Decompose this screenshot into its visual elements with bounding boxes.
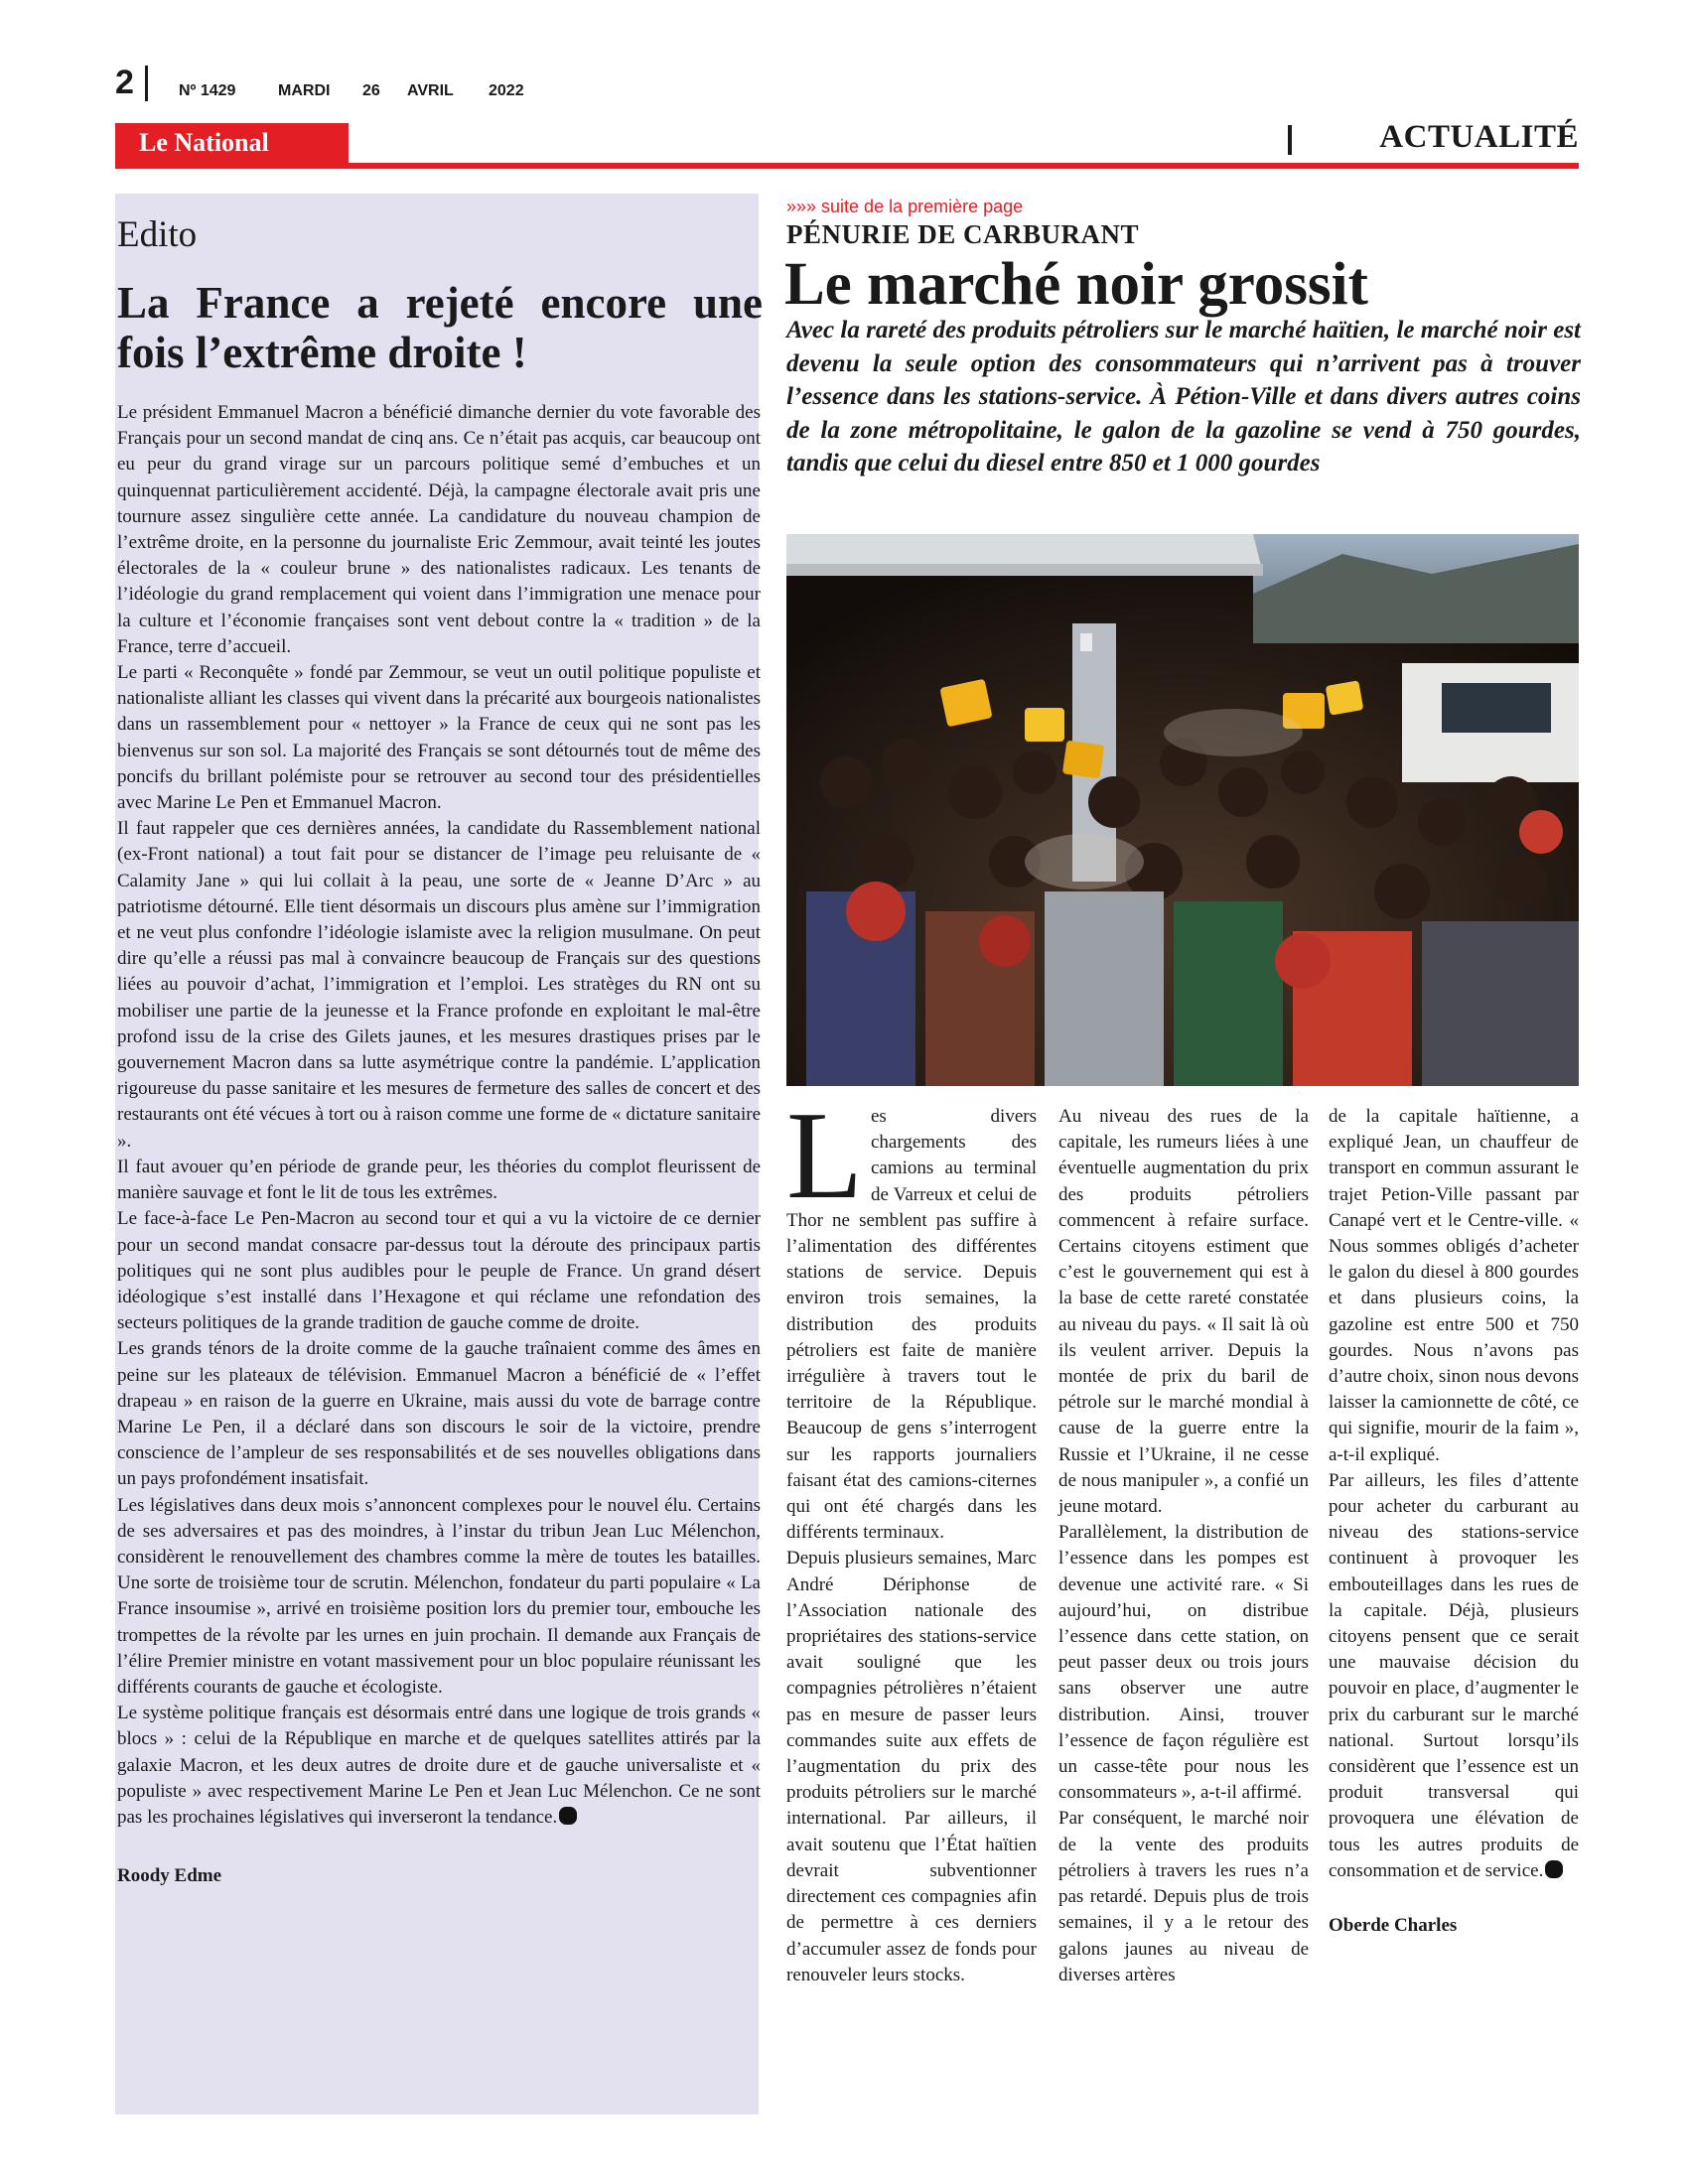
- edito-paragraph: Les législatives dans deux mois s’annoncent complexes pour le nouvel élu. Certains de ses adversaires et pas des moindres, à l’instar du tribun Jean Luc Mélenchon, considèrent le renouvellement des chambres comme la mère de toutes les batailles. Une sorte de troisième tour de scrutin. Mélenchon, fondateur du parti populaire « La France insoumise », arrivé en troisième position lors du premier tour, embouche les trompettes de la révolte par les urnes en juin prochain. Il demande aux Français de l’élire Premier ministre en votant massivement pour un bloc populaire réunissant les différents courants de gauche et écologiste.: [117, 1494, 761, 1698]
- edito-kicker: Edito: [117, 214, 198, 255]
- article-kicker: PÉNURIE DE CARBURANT: [786, 219, 1140, 249]
- article-author: Oberde Charles: [1329, 1915, 1458, 1937]
- article-paragraph: Par conséquent, le marché noir de la vente des produits pétroliers à travers les rues n’a pas retardé. Depuis plus de trois semaines, il y a le retour des galons jaunes au niveau de diverses artères: [1058, 1808, 1309, 1985]
- crowd-photo-illustration: [786, 534, 1579, 1086]
- edito-author: Roody Edme: [117, 1865, 222, 1887]
- page-number-divider: [145, 66, 148, 101]
- article-column-3: [1329, 1104, 1579, 1938]
- page-number: 2: [115, 64, 134, 101]
- section-title: ACTUALITÉ: [1379, 119, 1579, 155]
- edito-paragraph: Le président Emmanuel Macron a bénéficié dimanche dernier du vote favorable des Français pour un second mandat de cinq ans. Ce n’était pas acquis, car beaucoup ont eu peur du grand virage sur un parcours politique semé d’embuches et un quinquennat particulièrement accidenté. Déjà, la campagne électorale avait pris une tournure assez singulière cette année. La candidature du nouveau champion de l’extrême droite, en la personne du journaliste Eric Zemmour, avait teinté les joutes électorales de la « couleur brune » des nationalistes radicaux. Les tenants de l’idéologie du grand remplacement qui voient dans l’immigration une menace pour la culture et l’économie françaises sont vent debout contre la « tradition » de la France, terre d’accueil.: [117, 402, 761, 657]
- article-paragraph: Parallèlement, la distribution de l’essence dans les pompes est devenue une activité rare. « Si aujourd’hui, on distribue l’essence dans cette station, on peut passer deux ou trois jours sans observer une autre distribution. Ainsi, trouver l’essence de façon régulière est un casse-tête pour nous les consommateurs », a-t-il affirmé.: [1058, 1522, 1309, 1804]
- article-paragraph: [786, 1087, 1037, 1546]
- article-photo: [786, 534, 1579, 1086]
- edito-title: La France a rejeté encore une fois l’extrême droite !: [117, 278, 763, 377]
- drop-cap: L: [786, 1087, 863, 1225]
- issue-date-day: 26: [362, 82, 380, 99]
- issue-day: MARDI: [278, 82, 331, 99]
- edito-paragraph: Il faut rappeler que ces dernières années, la candidate du Rassemblement national (ex-Front national) a tout fait pour se distancer de l’image peu reluisante de « Calamity Jane » qui lui collait à la peau, une sorte de « Jeanne D’Arc » au patriotisme détourné. Elle tient désormais un discours plus amène sur l’immigration et ne veut plus confondre l’idéologie islamiste avec la religion musulmane. On peut dire qu’elle a réussi pas mal à convaincre beaucoup de Français sur des questions liées au pouvoir d’achat, l’immigration et l’emploi. Les stratèges du RN ont su mobiliser une partie de la jeunesse et la France profonde en exploitant le mal-être profond issu de la crise des Gilets jaunes, et les mesures drastiques prises par le gouvernement Macron dans sa lutte asymétrique contre la pandémie. L’application rigoureuse du passe sanitaire et les mesures de fermeture des salles de concert et des restaurants ont été vécues à tort ou à raison comme une forme de « dictature sanitaire ».: [117, 818, 761, 1152]
- article-paragraph: Au niveau des rues de la capitale, les rumeurs liées à une éventuelle augmentation du prix des produits pétroliers commencent à refaire surface. Certains citoyens estiment que c’est le gouvernement qui est à la base de cette rareté constatée au niveau du pays. « Il sait là où ils veulent arriver. Depuis la montée de prix du baril de pétrole sur le marché mondial à cause de la guerre entre la Russie et l’Ukraine, il ne cesse de nous manipuler », a confié un jeune motard.: [1058, 1106, 1309, 1518]
- article-paragraph: [1329, 1468, 1579, 1884]
- article-paragraph: Depuis plusieurs semaines, Marc André Dériphonse de l’Association nationale des propriétaires des stations-service avait souligné que les compagnies pétrolières n’étaient pas en mesure de passer leurs commandes suite aux effets de l’augmentation du prix des produits pétroliers sur le marché international. Par ailleurs, il avait soutenu que l’État haïtien devrait subventionner directement ces compagnies afin de permettre à ces derniers d’accumuler assez de fonds pour renouveler leurs stocks.: [786, 1548, 1037, 1985]
- end-of-article-icon: [1545, 1860, 1563, 1878]
- article-paragraph-text: es divers chargements des camions au terminal de Varreux et celui de Thor ne semblent pas suffire à l’alimentation des différentes stations de service. Depuis environ trois semaines, la distribution des produits pétroliers est faite de manière irrégulière à travers tout le territoire de la République. Beaucoup de gens s’interrogent sur les rapports journaliers faisant état des camions-citernes qui ont été chargés dans les différents terminaux.: [786, 1106, 1037, 1544]
- edito-paragraph: [117, 1701, 761, 1831]
- section-divider: [1288, 125, 1292, 155]
- article-column-2: [1058, 1104, 1309, 1988]
- article-paragraph: de la capitale haïtienne, a expliqué Jean, un chauffeur de transport en commun assurant le trajet Petion-Ville passant par Canapé vert et le Centre-ville. « Nous sommes obligés d’acheter le galon du diesel à 800 gourdes et dans plusieurs coins, la gazoline est entre 500 et 750 gourdes. Nous n’avons pas d’autre choix, sinon nous devons laisser la camionnette de côté, ce qui signifie, mourir de la faim », a-t-il expliqué.: [1329, 1106, 1579, 1465]
- edito-paragraph: Les grands ténors de la droite comme de la gauche traînaient comme des âmes en peine sur les plateaux de télévision. Emmanuel Macron a bénéficié de « l’effet drapeau » en raison de la guerre en Ukraine, mais aussi du vote de barrage contre Marine Le Pen, il a déclaré dans son discours le soir de la victoire, prendre conscience de l’ampleur de ses responsabilités et de ses nouvelles obligations dans un pays profondément insatisfait.: [117, 1338, 761, 1490]
- edito-paragraph-text: Le système politique français est désormais entré dans une logique de trois grands « blocs » : celui de la République en marche et de quelques satellites attirés par la galaxie Macron, et les deux autres de droite dure et de gauche universaliste et « populiste » avec respectivement Marine Le Pen et Jean Luc Mélenchon. Ce ne sont pas les prochaines législatives qui inverseront la tendance.: [117, 1703, 761, 1828]
- edito-body: [117, 400, 761, 1888]
- article-standfirst: Avec la rareté des produits pétroliers sur le marché haïtien, le marché noir est devenu la seule option des consommateurs qui n’arrivent pas à trouver l’essence dans les stations-service. À Pétion-Ville et dans divers autres coins de la zone métropolitaine, le galon de la gazoline se vend à 750 gourdes, tandis que celui du diesel entre 850 et 1 000 gourdes: [786, 317, 1581, 478]
- end-of-article-icon: [559, 1807, 577, 1825]
- edito-paragraph: Le parti « Reconquête » fondé par Zemmour, se veut un outil politique populiste et nationaliste alliant les classes qui vivent dans la précarité aux bourgeois nationalistes dans un rassemblement pour « nettoyer » la France de ceux qui ne sont pas les bienvenus sur son sol. La majorité des Français se sont détournés tout de même des poncifs du brillant polémiste pour se retrouver au second tour des présidentielles avec Marine Le Pen et Emmanuel Macron.: [117, 662, 761, 814]
- issue-year: 2022: [489, 82, 524, 99]
- brand-logo: Le National: [139, 128, 269, 157]
- article-paragraph-text: Par ailleurs, les files d’attente pour acheter du carburant au niveau des stations-service continuent à provoquer les embouteillages dans les rues de la capitale. Déjà, plusieurs citoyens pensent que ce serait une mauvaise décision du pouvoir en place, d’augmenter le prix du carburant sur le marché national. Surtout lorsqu’ils considèrent que l’essence est un produit transversal qui provoquera une élévation de tous les autres produits de consommation et de service.: [1329, 1469, 1579, 1881]
- article-headline: Le marché noir grossit: [784, 251, 1368, 318]
- article-column-1: [786, 1087, 1037, 1988]
- edito-paragraph: Il faut avouer qu’en période de grande peur, les théories du complot fleurissent de manière sauvage et font le lit de tous les extrêmes.: [117, 1156, 761, 1204]
- edito-paragraph: Le face-à-face Le Pen-Macron au second tour et qui a vu la victoire de ce dernier pour un second mandat consacre par-dessus tout la déroute des principaux partis politiques qui ne sont plus audibles pour le peuple de France. Un grand désert idéologique s’est installé dans l’Hexagone et qui réclame une refondation des secteurs politiques de la grande tradition de gauche comme de droite.: [117, 1208, 761, 1334]
- issue-number: Nº 1429: [179, 82, 236, 99]
- continued-from-front-label: »»» suite de la première page: [786, 197, 1024, 216]
- header-rule: [115, 163, 1579, 169]
- issue-month: AVRIL: [407, 82, 454, 99]
